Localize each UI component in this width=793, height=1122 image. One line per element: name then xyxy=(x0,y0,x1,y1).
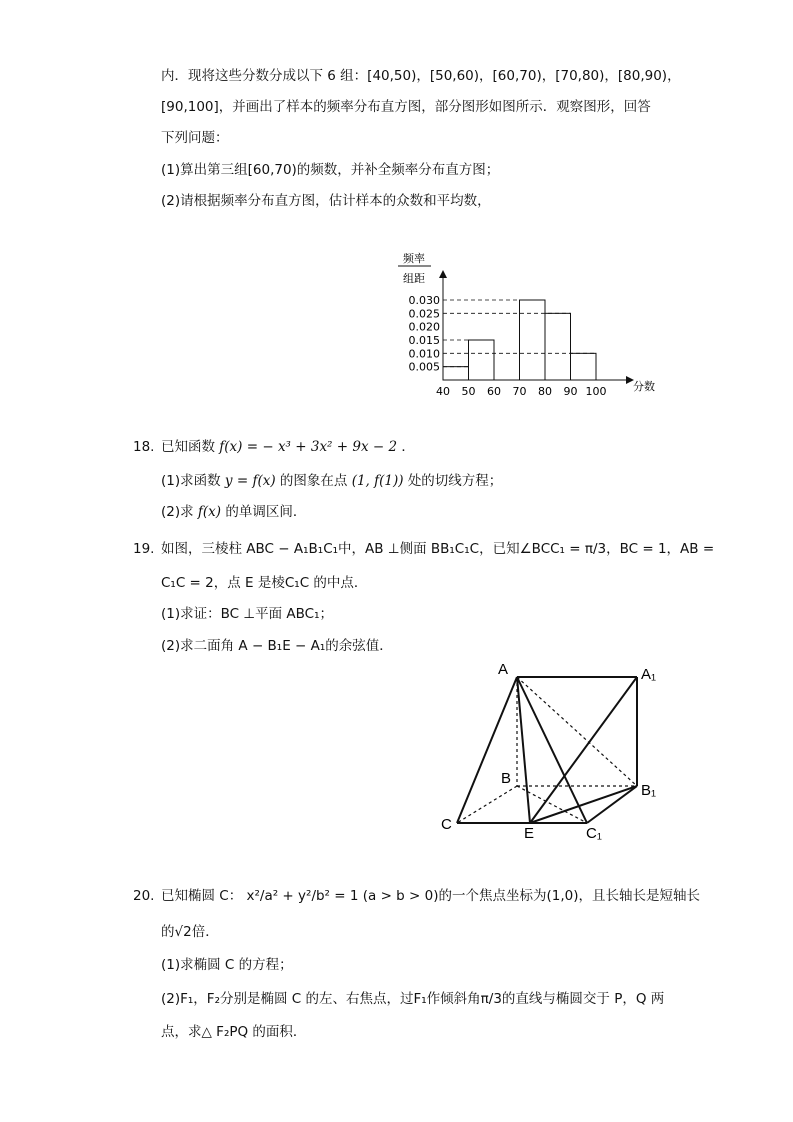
x-tick-label: 70 xyxy=(512,385,527,398)
q19-line2: C₁C = 2，点 E 是棱C₁C 的中点． xyxy=(161,575,368,591)
q18-p2-pre: (2)求 xyxy=(161,504,194,520)
y-tick-label: 0.010 xyxy=(408,347,440,361)
q17-intro-line1: 内．现将这些分数分成以下 6 组：[40,50)，[50,60)，[60,70)，[70,80)，[80,90)， xyxy=(161,68,681,84)
y-tick-label: 0.030 xyxy=(408,294,440,307)
histogram-bar xyxy=(571,353,597,380)
vertex-label-B: B xyxy=(501,770,512,787)
q18-number: 18. xyxy=(133,439,155,455)
q18-p2-post: 的单调区间． xyxy=(225,504,307,520)
x-tick-label: 60 xyxy=(487,385,501,398)
y-axis-label-top: 频率 xyxy=(403,252,425,265)
x-tick-label: 90 xyxy=(563,385,578,398)
q18-p1-post: 处的切线方程； xyxy=(407,473,503,489)
q18-p1-math1: y = f(x) xyxy=(224,473,276,489)
x-tick-label: 100 xyxy=(585,385,607,398)
q19-line1: 如图，三棱柱 ABC − A₁B₁C₁中，AB ⊥侧面 BB₁C₁C，已知∠BCC₁ = π/3，BC = 1，AB = xyxy=(161,541,715,557)
q17-part2: (2)请根据频率分布直方图，估计样本的众数和平均数， xyxy=(161,193,491,209)
vertex-label-B1: B₁ xyxy=(641,782,657,799)
x-tick-label: 40 xyxy=(436,385,450,398)
q17-intro-line2: [90,100]，并画出了样本的频率分布直方图，部分图形如图所示．观察图形，回答 xyxy=(161,99,651,115)
q20-line1: 已知椭圆 C： x²/a² + y²/b² = 1 (a > b > 0)的一个焦点坐标为(1,0)，且长轴长是短轴长 xyxy=(161,888,700,904)
histogram-bar xyxy=(469,340,495,380)
q18-stem xyxy=(161,437,415,457)
vertex-label-C1: C₁ xyxy=(586,825,602,842)
q19-part2: (2)求二面角 A − B₁E − A₁的余弦值． xyxy=(161,638,393,654)
edge-B-C-hidden xyxy=(457,786,517,823)
q20-part2-line2: 点，求△ F₂PQ 的面积． xyxy=(161,1024,307,1040)
q17-intro-line3: 下列问题： xyxy=(161,130,229,146)
edge-A-B1-hidden xyxy=(517,677,637,786)
q20-number: 20. xyxy=(133,888,155,904)
vertex-label-C: C xyxy=(441,816,452,833)
q19-number: 19. xyxy=(133,541,155,557)
q18-stem-post: ． xyxy=(401,439,415,455)
histogram-chart xyxy=(380,240,670,410)
q18-part2 xyxy=(161,502,306,522)
histogram-bar xyxy=(545,313,571,380)
vertex-label-A1: A₁ xyxy=(641,666,657,683)
y-axis-label-bottom: 组距 xyxy=(403,272,425,285)
q20-line2: 的√2倍． xyxy=(161,924,219,940)
histogram-bar xyxy=(520,300,546,380)
q20-part1: (1)求椭圆 C 的方程； xyxy=(161,957,293,973)
q18-part1 xyxy=(161,471,502,491)
q18-p1-mid: 的图象在点 xyxy=(279,473,348,489)
edge-A-C xyxy=(457,677,517,823)
x-tick-label: 50 xyxy=(461,385,476,398)
q18-p2-math: f(x) xyxy=(197,504,222,520)
vertex-label-E: E xyxy=(524,825,535,842)
y-tick-label: 0.005 xyxy=(408,360,440,374)
x-axis-label: 分数 xyxy=(633,380,655,393)
y-tick-label: 0.020 xyxy=(408,320,440,334)
q17-part1: (1)算出第三组[60,70)的频数，并补全频率分布直方图； xyxy=(161,162,500,178)
histogram-bar xyxy=(443,367,469,380)
q19-part1: (1)求证：BC ⊥平面 ABC₁； xyxy=(161,606,334,622)
y-axis-arrow xyxy=(439,270,447,278)
q18-p1-math2: (1, f(1)) xyxy=(351,473,404,489)
vertex-label-A: A xyxy=(498,661,509,678)
y-tick-label: 0.015 xyxy=(408,334,440,347)
prism-figure xyxy=(440,655,670,845)
edge-C1-B1 xyxy=(587,786,637,823)
q18-stem-pre: 已知函数 xyxy=(161,439,215,455)
x-tick-label: 80 xyxy=(538,385,552,398)
q20-part2-line1: (2)F₁，F₂分别是椭圆 C 的左、右焦点，过F₁作倾斜角π/3的直线与椭圆交于 P，Q 两 xyxy=(161,991,665,1007)
q18-p1-pre: (1)求函数 xyxy=(161,473,221,489)
y-tick-label: 0.025 xyxy=(408,307,440,321)
q18-stem-math: f(x) = − x³ + 3x² + 9x − 2 xyxy=(219,439,398,455)
